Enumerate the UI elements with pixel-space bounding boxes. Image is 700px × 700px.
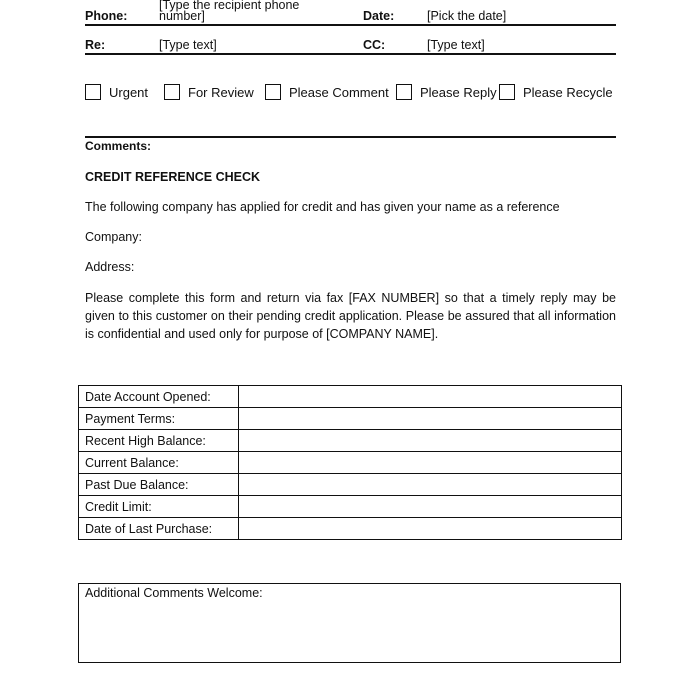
checkbox-please-recycle[interactable] <box>499 84 613 100</box>
checkbox-box[interactable] <box>265 84 281 100</box>
re-value[interactable]: [Type text] <box>159 38 217 52</box>
checkbox-label: For Review <box>188 84 254 100</box>
table-row <box>79 386 622 408</box>
table-row <box>79 518 622 540</box>
row-label: Recent High Balance: <box>79 430 239 452</box>
checkbox-label: Please Comment <box>289 84 389 100</box>
re-label: Re: <box>85 38 106 52</box>
divider <box>85 136 616 138</box>
checkbox-box[interactable] <box>396 84 412 100</box>
instructions-text: Please complete this form and return via fax [FAX NUMBER] so that a timely reply may be given to this customer on their pending credit application. Please be assured that all information is confidential and used only for purpose of [COMPANY NAME]. <box>85 291 616 341</box>
checkbox-label: Please Recycle <box>523 84 613 100</box>
date-label: Date: <box>363 9 395 23</box>
cc-value[interactable]: [Type text] <box>427 38 485 52</box>
checkbox-label: Urgent <box>109 84 149 100</box>
checkbox-box[interactable] <box>85 84 101 100</box>
divider <box>85 24 616 26</box>
divider <box>85 53 616 55</box>
row-value-field[interactable] <box>239 408 622 430</box>
section-heading: CREDIT REFERENCE CHECK <box>85 170 261 184</box>
phone-label: Phone: <box>85 9 128 23</box>
cc-label: CC: <box>363 38 386 52</box>
table-row <box>79 452 622 474</box>
table-row <box>79 474 622 496</box>
row-value-field[interactable] <box>239 496 622 518</box>
additional-comments-label: Additional Comments Welcome: <box>85 586 263 600</box>
intro-text: The following company has applied for credit and has given your name as a reference <box>85 200 560 214</box>
table-row <box>79 408 622 430</box>
row-value-field[interactable] <box>239 386 622 408</box>
row-label: Current Balance: <box>79 452 239 474</box>
checkbox-please-reply[interactable] <box>396 84 497 100</box>
date-value[interactable]: [Pick the date] <box>427 9 507 23</box>
row-value-field[interactable] <box>239 452 622 474</box>
row-label: Date Account Opened: <box>79 386 239 408</box>
row-value-field[interactable] <box>239 430 622 452</box>
table-row <box>79 496 622 518</box>
row-label: Credit Limit: <box>79 496 239 518</box>
phone-value-line2[interactable]: number] <box>159 9 205 23</box>
comments-label: Comments: <box>85 139 152 153</box>
table-row <box>79 430 622 452</box>
checkbox-please-comment[interactable] <box>265 84 389 100</box>
credit-info-table <box>78 385 622 540</box>
checkbox-label: Please Reply <box>420 84 497 100</box>
row-label: Past Due Balance: <box>79 474 239 496</box>
row-label: Date of Last Purchase: <box>79 518 239 540</box>
phone-value-line1[interactable]: [Type the recipient phone <box>159 0 300 12</box>
row-value-field[interactable] <box>239 474 622 496</box>
checkbox-box[interactable] <box>499 84 515 100</box>
row-value-field[interactable] <box>239 518 622 540</box>
checkbox-for-review[interactable] <box>164 84 254 100</box>
company-label: Company: <box>85 230 142 244</box>
address-label: Address: <box>85 260 135 274</box>
checkbox-box[interactable] <box>164 84 180 100</box>
row-label: Payment Terms: <box>79 408 239 430</box>
additional-comments-box[interactable] <box>78 583 621 663</box>
checkbox-urgent[interactable] <box>85 84 148 100</box>
